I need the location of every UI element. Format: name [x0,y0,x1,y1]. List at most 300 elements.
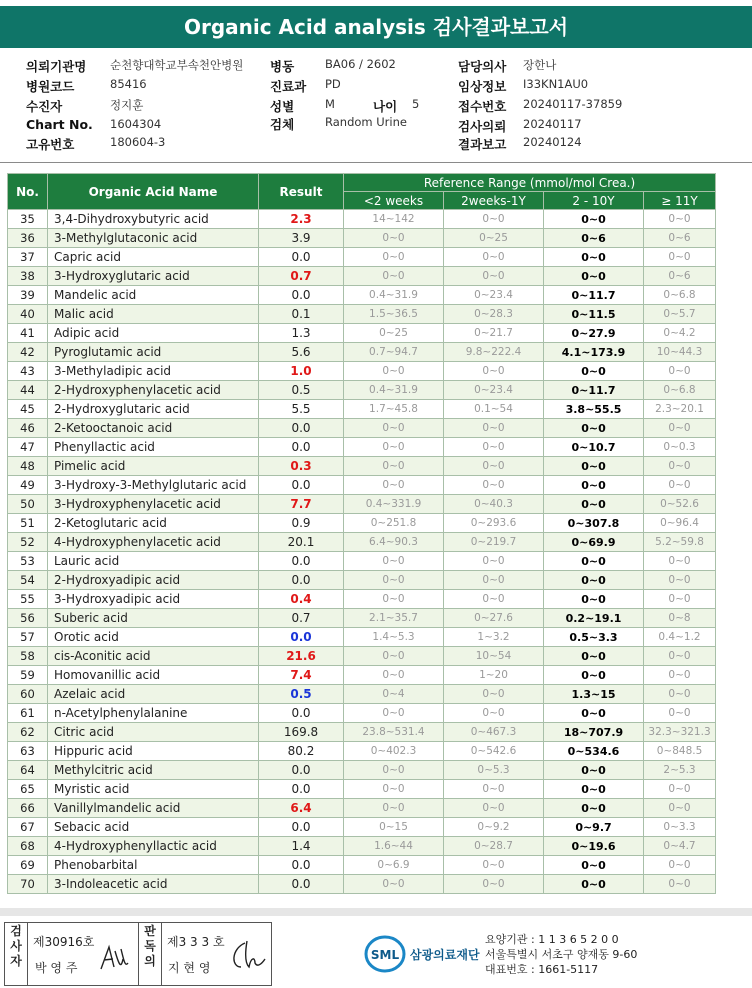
label-physician: 담당의사 [458,59,507,74]
table-row [8,742,716,761]
ref-ge11y: 0~0 [644,552,716,571]
ref-ge11y: 0.4~1.2 [644,628,716,647]
ref-lt2w: 1.7~45.8 [344,400,444,419]
result-value: 80.2 [259,742,344,761]
ref-2w1y: 1~3.2 [444,628,544,647]
result-value: 7.7 [259,495,344,514]
ref-ge11y: 10~44.3 [644,343,716,362]
ref-2-10y: 0~0 [544,761,644,780]
value-referring-institution: 순천향대학교부속천안병원 [110,58,244,72]
ref-ge11y: 0~6 [644,229,716,248]
ref-2-10y: 0~0 [544,495,644,514]
result-value: 0.0 [259,704,344,723]
ref-2-10y: 0~0 [544,875,644,894]
label-chart-no: Chart No. [26,117,93,132]
table-row [8,476,716,495]
ref-lt2w: 0~0 [344,552,444,571]
row-no: 35 [8,210,48,229]
ref-ge11y: 2~5.3 [644,761,716,780]
ref-ge11y: 0~0 [644,780,716,799]
table-row [8,856,716,875]
ref-lt2w: 0~0 [344,875,444,894]
ref-2w1y: 0~27.6 [444,609,544,628]
ref-lt2w: 0~0 [344,590,444,609]
result-value: 0.0 [259,438,344,457]
table-row [8,438,716,457]
table-row [8,267,716,286]
ref-2-10y: 0~10.7 [544,438,644,457]
org-address [485,932,637,977]
acid-name: Phenobarbital [48,856,259,875]
ref-2w1y: 0~0 [444,799,544,818]
ref-ge11y: 0~0 [644,248,716,267]
ref-2-10y: 0~0 [544,704,644,723]
ref-ge11y: 0~0 [644,856,716,875]
row-no: 60 [8,685,48,704]
ref-2w1y: 0~40.3 [444,495,544,514]
label-ward: 병동 [270,59,295,74]
ref-ge11y: 0~4.2 [644,324,716,343]
table-row [8,514,716,533]
acid-name: Azelaic acid [48,685,259,704]
row-no: 52 [8,533,48,552]
acid-name: Methylcitric acid [48,761,259,780]
table-row [8,210,716,229]
ref-lt2w: 0~0 [344,647,444,666]
table-row [8,837,716,856]
ref-2-10y: 0~0 [544,362,644,381]
ref-2w1y: 0~23.4 [444,381,544,400]
row-no: 54 [8,571,48,590]
result-value: 0.0 [259,761,344,780]
acid-name: Orotic acid [48,628,259,647]
table-row [8,533,716,552]
row-no: 70 [8,875,48,894]
row-no: 55 [8,590,48,609]
table-row [8,704,716,723]
ref-ge11y: 0~0 [644,647,716,666]
result-value: 0.0 [259,628,344,647]
row-no: 67 [8,818,48,837]
table-row [8,723,716,742]
header-divider [0,162,752,163]
result-value: 0.0 [259,419,344,438]
value-clinical-info: I33KN1AU0 [523,77,589,91]
ref-2w1y: 0~0 [444,362,544,381]
ref-2w1y: 0~0 [444,419,544,438]
value-ward: BA06 / 2602 [325,57,396,71]
row-no: 59 [8,666,48,685]
ref-ge11y: 0~5.7 [644,305,716,324]
result-value: 0.7 [259,267,344,286]
ref-2-10y: 0.2~19.1 [544,609,644,628]
footer [0,922,752,988]
value-request-date: 20240117 [523,117,582,131]
row-no: 47 [8,438,48,457]
table-row [8,647,716,666]
reviewer-name: 지 현 영 [168,961,211,975]
acid-name: 2-Ketooctanoic acid [48,419,259,438]
table-row [8,400,716,419]
table-row [8,552,716,571]
ref-lt2w: 0~6.9 [344,856,444,875]
result-value: 0.0 [259,780,344,799]
ref-2w1y: 0~21.7 [444,324,544,343]
ref-2w1y: 9.8~222.4 [444,343,544,362]
result-value: 21.6 [259,647,344,666]
label-sex: 성별 [270,99,295,114]
ref-lt2w: 2.1~35.7 [344,609,444,628]
row-no: 36 [8,229,48,248]
ref-ge11y: 0~8 [644,609,716,628]
ref-2-10y: 0~0 [544,647,644,666]
label-specimen: 검체 [270,117,295,132]
ref-2-10y: 0~27.9 [544,324,644,343]
table-row [8,609,716,628]
ref-2w1y: 0~467.3 [444,723,544,742]
ref-lt2w: 0~251.8 [344,514,444,533]
row-no: 65 [8,780,48,799]
ref-lt2w: 0~15 [344,818,444,837]
result-value: 0.0 [259,476,344,495]
acid-name: 3-Methylglutaconic acid [48,229,259,248]
result-value: 0.0 [259,286,344,305]
ref-2w1y: 0~0 [444,210,544,229]
ref-lt2w: 0~0 [344,267,444,286]
examiner-signature [97,941,131,975]
ref-lt2w: 0~0 [344,666,444,685]
result-value: 0.5 [259,381,344,400]
acid-name: 3-Hydroxy-3-Methylglutaric acid [48,476,259,495]
acid-name: cis-Aconitic acid [48,647,259,666]
examiner-label: 검사자 [10,924,22,968]
value-patient: 정지훈 [110,98,144,112]
table-row [8,362,716,381]
report-title: Organic Acid analysis 검사결과보고서 [0,6,752,48]
ref-ge11y: 0~0 [644,476,716,495]
col-header-ref-2-10y: 2 - 10Y [544,192,644,210]
ref-lt2w: 0~0 [344,438,444,457]
examiner-name: 박 영 주 [35,961,78,975]
ref-ge11y: 0~0 [644,210,716,229]
ref-2-10y: 0~0 [544,590,644,609]
acid-name: 2-Hydroxyglutaric acid [48,400,259,419]
col-header-result: Result [259,174,344,210]
acid-name: 2-Hydroxyadipic acid [48,571,259,590]
acid-name: 2-Ketoglutaric acid [48,514,259,533]
ref-2-10y: 1.3~15 [544,685,644,704]
acid-name: Mandelic acid [48,286,259,305]
ref-lt2w: 0.4~331.9 [344,495,444,514]
row-no: 56 [8,609,48,628]
label-clinical-info: 임상정보 [458,79,507,94]
patient-info-header [0,52,752,154]
ref-2w1y: 0~28.3 [444,305,544,324]
acid-name: Myristic acid [48,780,259,799]
acid-name: Lauric acid [48,552,259,571]
row-no: 66 [8,799,48,818]
reviewer-label: 판독의 [144,924,156,968]
ref-2w1y: 0~9.2 [444,818,544,837]
result-value: 6.4 [259,799,344,818]
ref-2w1y: 0~0 [444,438,544,457]
result-value: 1.4 [259,837,344,856]
acid-name: 3-Indoleacetic acid [48,875,259,894]
row-no: 50 [8,495,48,514]
acid-name: Homovanillic acid [48,666,259,685]
footer-separator [0,908,752,916]
label-report-date: 결과보고 [458,137,507,152]
acid-name: Pyroglutamic acid [48,343,259,362]
ref-ge11y: 0~0 [644,419,716,438]
table-row [8,286,716,305]
row-no: 42 [8,343,48,362]
ref-lt2w: 0~0 [344,457,444,476]
table-row [8,590,716,609]
reviewer-signature [227,937,267,975]
result-value: 0.7 [259,609,344,628]
row-no: 48 [8,457,48,476]
acid-name: Malic acid [48,305,259,324]
result-value: 5.5 [259,400,344,419]
ref-ge11y: 0~3.3 [644,818,716,837]
signature-box [4,922,272,986]
result-value: 1.3 [259,324,344,343]
value-receipt-no: 20240117-37859 [523,97,623,111]
result-value: 0.0 [259,248,344,267]
ref-2-10y: 0~0 [544,856,644,875]
ref-lt2w: 0~4 [344,685,444,704]
results-table [7,173,716,894]
table-row [8,229,716,248]
row-no: 37 [8,248,48,267]
ref-2-10y: 0~0 [544,552,644,571]
table-row [8,324,716,343]
ref-2w1y: 0~293.6 [444,514,544,533]
address-line-2: 서울특별시 서초구 양재동 9-60 [485,948,638,961]
table-row [8,571,716,590]
ref-ge11y: 0~0 [644,571,716,590]
acid-name: 3-Methyladipic acid [48,362,259,381]
row-no: 45 [8,400,48,419]
ref-ge11y: 0~0.3 [644,438,716,457]
ref-2-10y: 0~19.6 [544,837,644,856]
acid-name: Vanillylmandelic acid [48,799,259,818]
result-value: 7.4 [259,666,344,685]
acid-name: 4-Hydroxyphenyllactic acid [48,837,259,856]
ref-lt2w: 0.4~31.9 [344,381,444,400]
ref-lt2w: 0~0 [344,704,444,723]
ref-2w1y: 0~23.4 [444,286,544,305]
value-chart-no: 1604304 [110,117,162,131]
ref-ge11y: 32.3~321.3 [644,723,716,742]
address-line-1: 요양기관 : 1 1 3 6 5 2 0 0 [485,933,619,946]
ref-ge11y: 0~0 [644,362,716,381]
ref-lt2w: 0~0 [344,571,444,590]
ref-2w1y: 0~0 [444,856,544,875]
ref-2w1y: 0.1~54 [444,400,544,419]
ref-2w1y: 0~28.7 [444,837,544,856]
result-value: 169.8 [259,723,344,742]
row-no: 68 [8,837,48,856]
result-value: 2.3 [259,210,344,229]
ref-ge11y: 0~6.8 [644,381,716,400]
result-value: 20.1 [259,533,344,552]
ref-2-10y: 0~0 [544,476,644,495]
ref-lt2w: 0~402.3 [344,742,444,761]
ref-ge11y: 0~0 [644,685,716,704]
result-value: 0.1 [259,305,344,324]
result-value: 0.0 [259,818,344,837]
ref-ge11y: 0~0 [644,875,716,894]
acid-name: n-Acetylphenylalanine [48,704,259,723]
org-name: 삼광의료재단 [410,948,480,962]
result-value: 3.9 [259,229,344,248]
ref-2w1y: 0~25 [444,229,544,248]
ref-2-10y: 0~6 [544,229,644,248]
ref-lt2w: 6.4~90.3 [344,533,444,552]
ref-2w1y: 0~0 [444,552,544,571]
col-header-name: Organic Acid Name [48,174,259,210]
ref-ge11y: 0~6.8 [644,286,716,305]
value-sex: M [325,97,335,111]
ref-2w1y: 0~0 [444,476,544,495]
result-value: 0.0 [259,875,344,894]
table-row [8,685,716,704]
ref-2-10y: 0~9.7 [544,818,644,837]
ref-ge11y: 5.2~59.8 [644,533,716,552]
ref-2w1y: 0~0 [444,590,544,609]
row-no: 58 [8,647,48,666]
table-row [8,495,716,514]
row-no: 39 [8,286,48,305]
label-department: 진료과 [270,79,307,94]
sml-logo [364,934,406,974]
value-unique-no: 180604-3 [110,135,166,149]
ref-lt2w: 0~0 [344,248,444,267]
ref-lt2w: 14~142 [344,210,444,229]
result-value: 0.5 [259,685,344,704]
ref-2-10y: 0~11.7 [544,286,644,305]
ref-lt2w: 0~0 [344,761,444,780]
ref-lt2w: 0~0 [344,362,444,381]
ref-lt2w: 0~0 [344,419,444,438]
label-referring-institution: 의뢰기관명 [26,59,87,74]
value-department: PD [325,77,341,91]
ref-ge11y: 0~0 [644,590,716,609]
ref-lt2w: 0~0 [344,229,444,248]
ref-lt2w: 0.7~94.7 [344,343,444,362]
row-no: 64 [8,761,48,780]
ref-2w1y: 0~0 [444,267,544,286]
col-header-ref-ge11y: ≥ 11Y [644,192,716,210]
ref-ge11y: 0~96.4 [644,514,716,533]
address-line-3: 대표번호 : 1661-5117 [485,963,599,976]
acid-name: 3,4-Dihydroxybutyric acid [48,210,259,229]
ref-2w1y: 0~0 [444,704,544,723]
ref-ge11y: 2.3~20.1 [644,400,716,419]
table-row [8,780,716,799]
row-no: 53 [8,552,48,571]
row-no: 69 [8,856,48,875]
acid-name: 3-Hydroxyadipic acid [48,590,259,609]
ref-2-10y: 0~307.8 [544,514,644,533]
table-row [8,818,716,837]
ref-2-10y: 0~11.7 [544,381,644,400]
svg-text:SML: SML [370,948,400,962]
ref-ge11y: 0~6 [644,267,716,286]
acid-name: 4-Hydroxyphenylacetic acid [48,533,259,552]
col-header-no: No. [8,174,48,210]
table-row [8,628,716,647]
table-row [8,419,716,438]
ref-2-10y: 0~0 [544,267,644,286]
acid-name: Pimelic acid [48,457,259,476]
table-row [8,875,716,894]
ref-2w1y: 0~0 [444,685,544,704]
ref-ge11y: 0~4.7 [644,837,716,856]
acid-name: 2-Hydroxyphenylacetic acid [48,381,259,400]
value-report-date: 20240124 [523,135,582,149]
ref-2w1y: 0~0 [444,780,544,799]
value-physician: 장한나 [523,58,557,72]
ref-2-10y: 0.5~3.3 [544,628,644,647]
ref-lt2w: 0~0 [344,780,444,799]
result-value: 0.3 [259,457,344,476]
row-no: 57 [8,628,48,647]
ref-2-10y: 0~11.5 [544,305,644,324]
row-no: 43 [8,362,48,381]
ref-2-10y: 0~0 [544,799,644,818]
ref-lt2w: 1.4~5.3 [344,628,444,647]
label-unique-no: 고유번호 [26,137,75,152]
examiner-license-no: 제30916호 [33,935,95,949]
value-hospital-code: 85416 [110,77,147,91]
value-age: 5 [412,97,420,111]
row-no: 62 [8,723,48,742]
result-value: 0.0 [259,571,344,590]
ref-lt2w: 0.4~31.9 [344,286,444,305]
row-no: 41 [8,324,48,343]
ref-2-10y: 0~0 [544,248,644,267]
ref-2w1y: 0~5.3 [444,761,544,780]
ref-2-10y: 0~0 [544,666,644,685]
ref-lt2w: 23.8~531.4 [344,723,444,742]
result-value: 0.0 [259,856,344,875]
ref-ge11y: 0~52.6 [644,495,716,514]
col-header-ref-2w1y: 2weeks-1Y [444,192,544,210]
ref-2-10y: 0~0 [544,457,644,476]
ref-ge11y: 0~0 [644,799,716,818]
table-row [8,248,716,267]
ref-2w1y: 10~54 [444,647,544,666]
value-specimen: Random Urine [325,115,407,129]
col-header-reference-range: Reference Range (mmol/mol Crea.) [344,174,716,192]
table-row [8,381,716,400]
ref-lt2w: 0~0 [344,799,444,818]
row-no: 51 [8,514,48,533]
table-row [8,343,716,362]
acid-name: 3-Hydroxyphenylacetic acid [48,495,259,514]
ref-2w1y: 0~0 [444,571,544,590]
ref-2w1y: 1~20 [444,666,544,685]
ref-2-10y: 3.8~55.5 [544,400,644,419]
row-no: 44 [8,381,48,400]
ref-2-10y: 0~0 [544,210,644,229]
table-row [8,666,716,685]
row-no: 49 [8,476,48,495]
result-value: 0.4 [259,590,344,609]
